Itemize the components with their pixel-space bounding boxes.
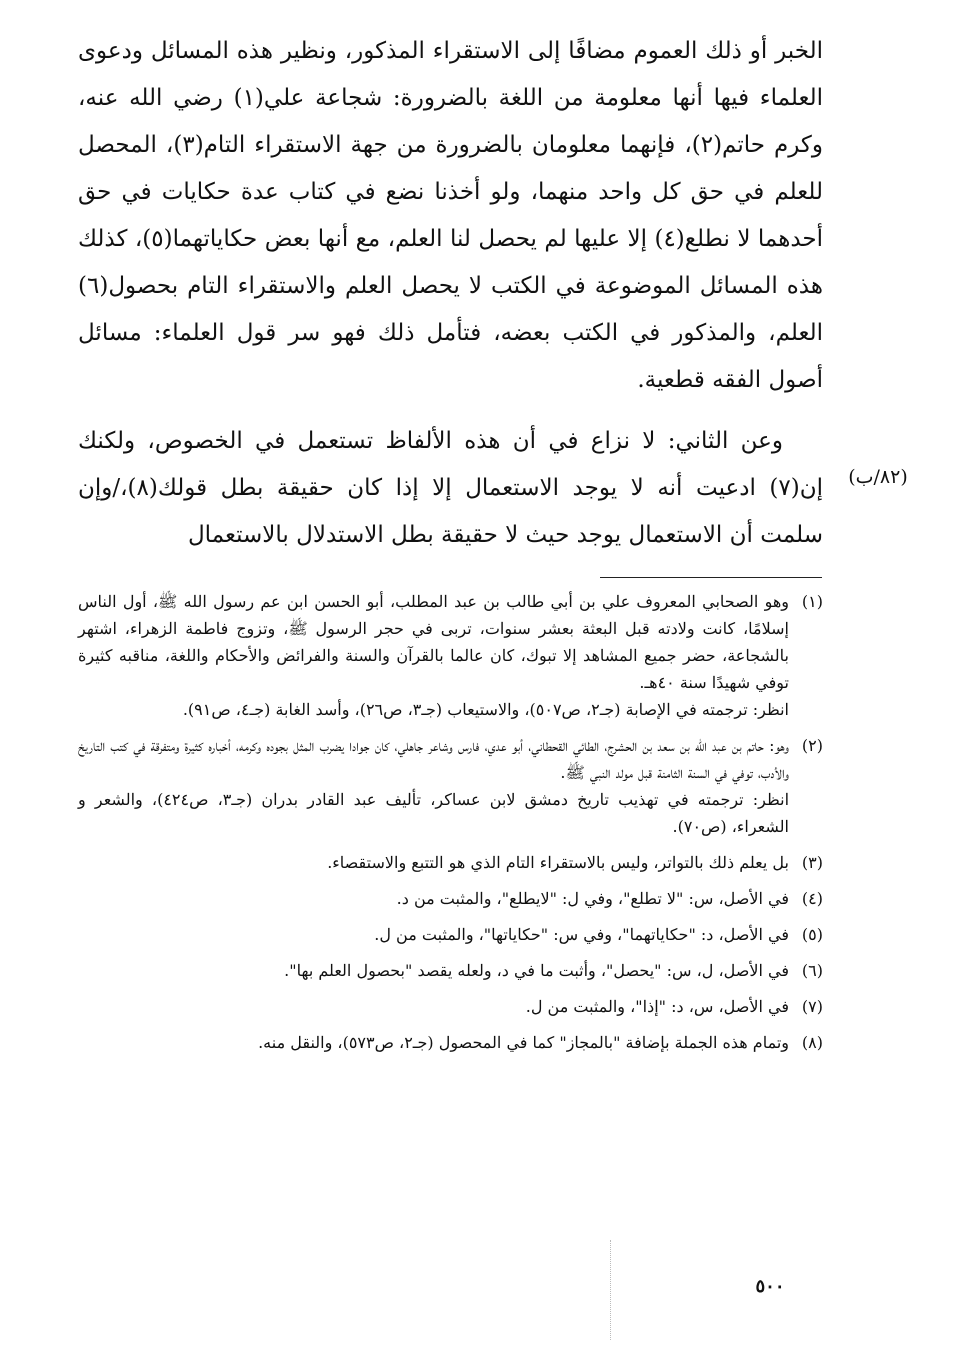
footnote-number: (٤): [801, 889, 823, 908]
footnote-2: [78, 732, 823, 840]
footnote-number: (٨): [801, 1033, 823, 1052]
footnote-text: في الأصل، س، د: "إذا"، والمثبت من ل.: [525, 997, 789, 1016]
footnote-reference: انظر: ترجمته في تهذيب تاريخ دمشق لابن عساكر، تأليف عبد القادر بدران (جـ٣، ص٤٢٤)، والشعر و الشعراء، (ص٧٠).: [78, 790, 790, 836]
footnote-4: [78, 885, 823, 912]
footnotes: [78, 588, 823, 1065]
footnote-number: (٥): [801, 925, 823, 944]
footnote-text: في الأصل، ل، س: "يحصل"، وأثبت ما في د، ولعله يقصد "بحصول العلم بها".: [284, 961, 789, 980]
footnote-1: [78, 588, 823, 723]
scan-margin-line: [610, 1240, 611, 1340]
footnote-text: وتمام هذه الجملة بإضافة "بالمجاز" كما في المحصول (جـ٢، ص٥٧٣)، والنقل منه.: [258, 1033, 789, 1052]
footnote-number: (٢): [801, 736, 823, 755]
body-paragraph-1: الخبر أو ذلك العموم مضافًا إلى الاستقراء المذكور، ونظير هذه المسائل ودعوى العلماء فيها أنها معلومة من اللغة بالضرورة: شجاعة علي(١) رضي الله عنه، وكرم حاتم(٢)، فإنهما معلومان بالضرورة من جهة الاستقراء التام(٣)، المحصل للعلم في حق كل واحد منهما، ولو أخذنا نضع في كتاب عدة حكايات في حق أحدهما لا نطلع(٤) إلا عليها لم يحصل لنا العلم، مع أنها بعض حكاياتهما(٥)، كذلك هذه المسائل الموضوعة في الكتب لا يحصل العلم والاستقراء التام بحصول(٦) العلم، والمذكور في الكتب بعضه، فتأمل ذلك فهو سر قول العلماء: مسائل أصول الفقه قطعية.: [78, 38, 824, 393]
body-paragraph-2: وعن الثاني: لا نزاع في أن هذه الألفاظ تستعمل في الخصوص، ولكنك إن(٧) ادعيت أنه لا يوجد الاستعمال إلا إذا كان حقيقة بطل قولك(٨)،/وإن سلمت أن الاستعمال يوجد حيث لا حقيقة بطل الاستدلال بالاستعمال: [78, 428, 823, 548]
footnote-number: (٣): [801, 853, 823, 872]
footnote-separator: [600, 577, 822, 578]
main-text: [78, 28, 823, 559]
footnote-number: (٧): [801, 997, 823, 1016]
footnote-3: [78, 849, 823, 876]
footnote-text: وهو: حاتم بن عبد الله بن سعد بن الحشرج، الطائي القحطاني، أبو عدي، فارس وشاعر جاهلي، كان جوادا يضرب المثل بجوده وكرمه، أخباره كثيرة ومتفرقة في كتب التاريخ والأدب، توفي في السنة الثامنة قبل مولد النبي ﷺ.: [78, 736, 790, 782]
footnote-8: [78, 1029, 823, 1056]
footnote-number: (١): [801, 592, 823, 611]
footnote-text: في الأصل، د: "حكاياتهما"، وفي س: "حكاياتها"، والمثبت من ل.: [374, 925, 789, 944]
footnote-text: في الأصل، س: "لا تطلع"، وفي ل: "لايطلع"، والمثبت من د.: [396, 889, 789, 908]
footnote-text: وهو الصحابي المعروف علي بن أبي طالب بن عبد المطلب، أبو الحسن ابن عم رسول الله ﷺ، أول الناس إسلامًا، كانت ولادته قبل البعثة بعشر سنوات، تربى في حجر الرسول ﷺ، وتزوج فاطمة الزهراء، اشتهر بالشجاعة، حضر جميع المشاهد إلا تبوك، كان عالما بالقرآن والسنة والفرائض والأحكام واللغة، مناقبه كثيرة توفي شهيدًا سنة ٤٠هـ.: [78, 592, 789, 692]
manuscript-folio-marker: (٨٢/ب): [848, 466, 908, 488]
footnote-text: بل يعلم ذلك بالتواتر، وليس بالاستقراء التام الذي هو التتبع والاستقصاء.: [327, 853, 789, 872]
footnote-6: [78, 957, 823, 984]
footnote-number: (٦): [801, 961, 823, 980]
footnote-reference: انظر: ترجمته في الإصابة (جـ٢، ص٥٠٧)، والاستيعاب (جـ٣، ص٢٦)، وأسد الغابة (جـ٤، ص٩١).: [182, 700, 789, 719]
footnote-7: [78, 993, 823, 1020]
footnote-5: [78, 921, 823, 948]
page-number: ٥٠٠: [755, 1276, 785, 1297]
